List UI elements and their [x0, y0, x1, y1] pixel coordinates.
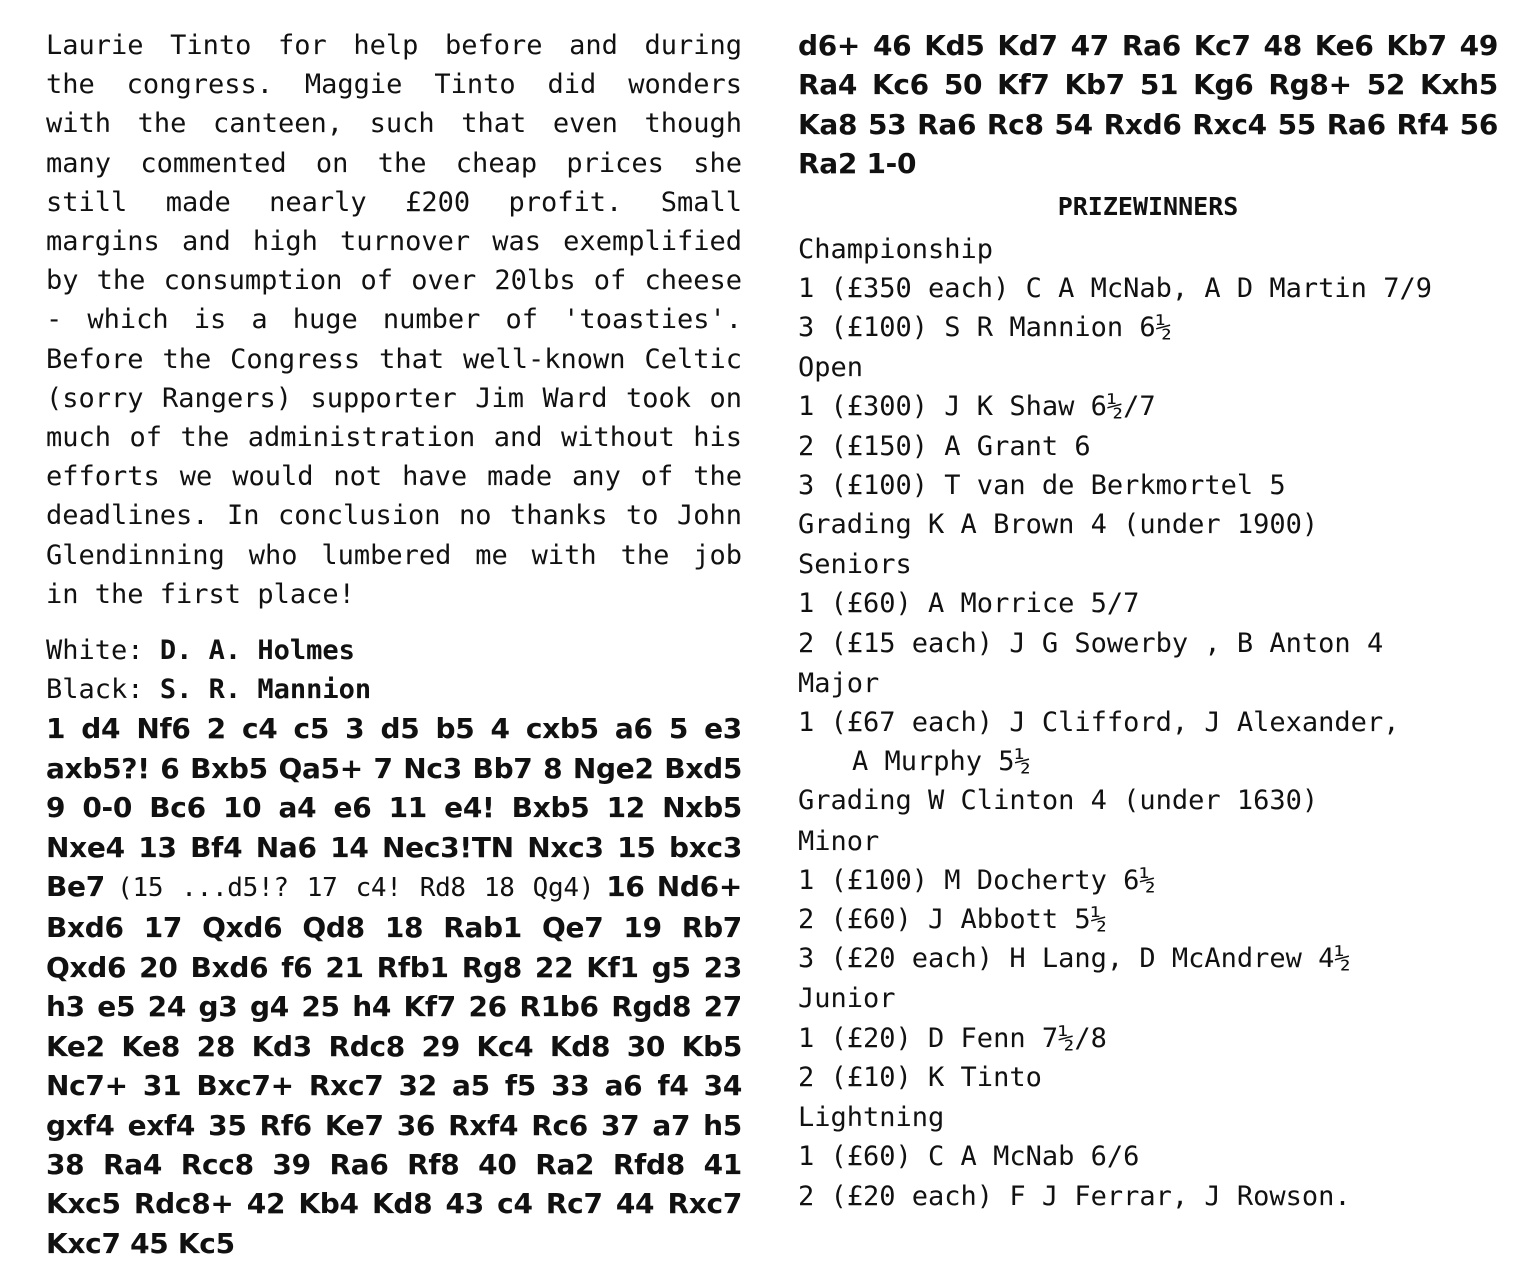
prize-entry: 1 (£67 each) J Clifford, J Alexander, — [798, 707, 1400, 739]
prize-section-title: Lightning — [798, 1102, 945, 1134]
prize-entry: 1 (£100) M Docherty 6½ — [798, 864, 1156, 896]
game-moves-continued: d6+ 46 Kd5 Kd7 47 Ra6 Kc7 48 Ke6 Kb7 49 Ra4 Kc6 50 Kf7 Kb7 51 Kg6 Rg8+ 52 Kxh5 Ka8 53 Ra6 Rc8 54 Rxd6 Rxc4 55 Ra6 Rf4 56 Ra2 1-0 — [798, 29, 1498, 181]
black-player-name: S. R. Mannion — [159, 674, 372, 706]
right-column — [798, 26, 1498, 1216]
moves-part-1: 1 d4 Nf6 2 c4 c5 3 d5 b5 4 cxb5 a6 5 e3 axb5?! 6 Bxb5 Qa5+ 7 Nc3 Bb7 8 Nge2 Bxd5 9 0-0 Bc6 10 a4 e6 11 e4! Bxb5 12 Nxb5 Nxe4 13 Bf4 Na6 14 Nec3!TN Nxc3 15 bxc3 Be7 — [46, 712, 742, 904]
game-moves — [46, 709, 742, 1263]
prize-entry: 2 (£15 each) J G Sowerby , B Anton 4 — [798, 627, 1384, 659]
moves-part-2: 16 Nd6+ Bxd6 17 Qxd6 Qd8 18 Rab1 Qe7 19 Rb7 Qxd6 20 Bxd6 f6 21 Rfb1 Rg8 22 Kf1 g5 23 h3 e5 24 g3 g4 25 h4 Kf7 26 R1b6 Rgd8 27 Ke2 Ke8 28 Kd3 Rdc8 29 Kc4 Kd8 30 Kb5 Nc7+ 31 Bxc7+ Rxc7 32 a5 f5 33 a6 f4 34 gxf4 exf4 35 Rf6 Ke7 36 Rxf4 Rc6 37 a7 h5 38 Ra4 Rcc8 39 Ra6 Rf8 40 Ra2 Rfd8 41 Kxc5 Rdc8+ 42 Kb4 Kd8 43 c4 Rc7 44 Rxc7 Kxc7 45 Kc5 — [46, 870, 743, 1260]
prize-entry: 2 (£20 each) F J Ferrar, J Rowson. — [798, 1180, 1351, 1212]
prize-entry: Grading K A Brown 4 (under 1900) — [798, 509, 1319, 541]
prize-section-title: Open — [798, 352, 864, 384]
prize-entry: 1 (£60) A Morrice 5/7 — [798, 588, 1140, 620]
prize-entry: 2 (£10) K Tinto — [798, 1061, 1042, 1093]
prize-entry: 1 (£20) D Fenn 7½/8 — [798, 1022, 1107, 1054]
prize-section-title: Seniors — [798, 549, 912, 581]
prize-entry: 1 (£300) J K Shaw 6½/7 — [798, 391, 1156, 423]
prize-section-title: Junior — [798, 983, 896, 1015]
spacer — [46, 614, 742, 631]
prize-section-title: Major — [798, 667, 880, 699]
prize-entry: 3 (£100) T van de Berkmortel 5 — [798, 469, 1286, 501]
left-column — [46, 26, 742, 1263]
prize-entry: 2 (£60) J Abbott 5½ — [798, 904, 1107, 936]
prize-entry: 3 (£100) S R Mannion 6½ — [798, 312, 1172, 344]
white-label: White: — [46, 635, 144, 667]
prize-entry: 2 (£150) A Grant 6 — [798, 430, 1091, 462]
white-player-name: D. A. Holmes — [159, 635, 355, 667]
prize-entry: 1 (£60) C A McNab 6/6 — [798, 1141, 1140, 1173]
prize-entry: Grading W Clinton 4 (under 1630) — [798, 785, 1319, 817]
white-player-line — [46, 631, 742, 670]
report-paragraph: Laurie Tinto for help before and during the congress. Maggie Tinto did wonders with the canteen, such that even though many commented on the cheap prices she still made nearly £200 profit. Small margins and high turnover was exemplified by the consumption of over 20lbs of cheese - which is a huge number of 'toasties'. Before the Congress that well-known Celtic (sorry Rangers) supporter Jim Ward took on much of the administration and without his efforts we would not have made any of the deadlines. In conclusion no thanks to John Glendinning who lumbered me with the job in the first place! — [46, 30, 742, 610]
black-label: Black: — [46, 674, 144, 706]
prize-list — [798, 230, 1498, 1216]
prize-section-title: Minor — [798, 825, 880, 857]
prize-entry: 1 (£350 each) C A McNab, A D Martin 7/9 — [798, 272, 1432, 304]
prize-section-title: Championship — [798, 233, 994, 265]
prize-entry: 3 (£20 each) H Lang, D McAndrew 4½ — [798, 943, 1351, 975]
prize-entry: A Murphy 5½ — [852, 746, 1031, 778]
prizewinners-heading: PRIZEWINNERS — [1057, 191, 1239, 221]
moves-variation: (15 ...d5!? 17 c4! Rd8 18 Qg4) — [117, 873, 595, 904]
black-player-line — [46, 670, 742, 709]
